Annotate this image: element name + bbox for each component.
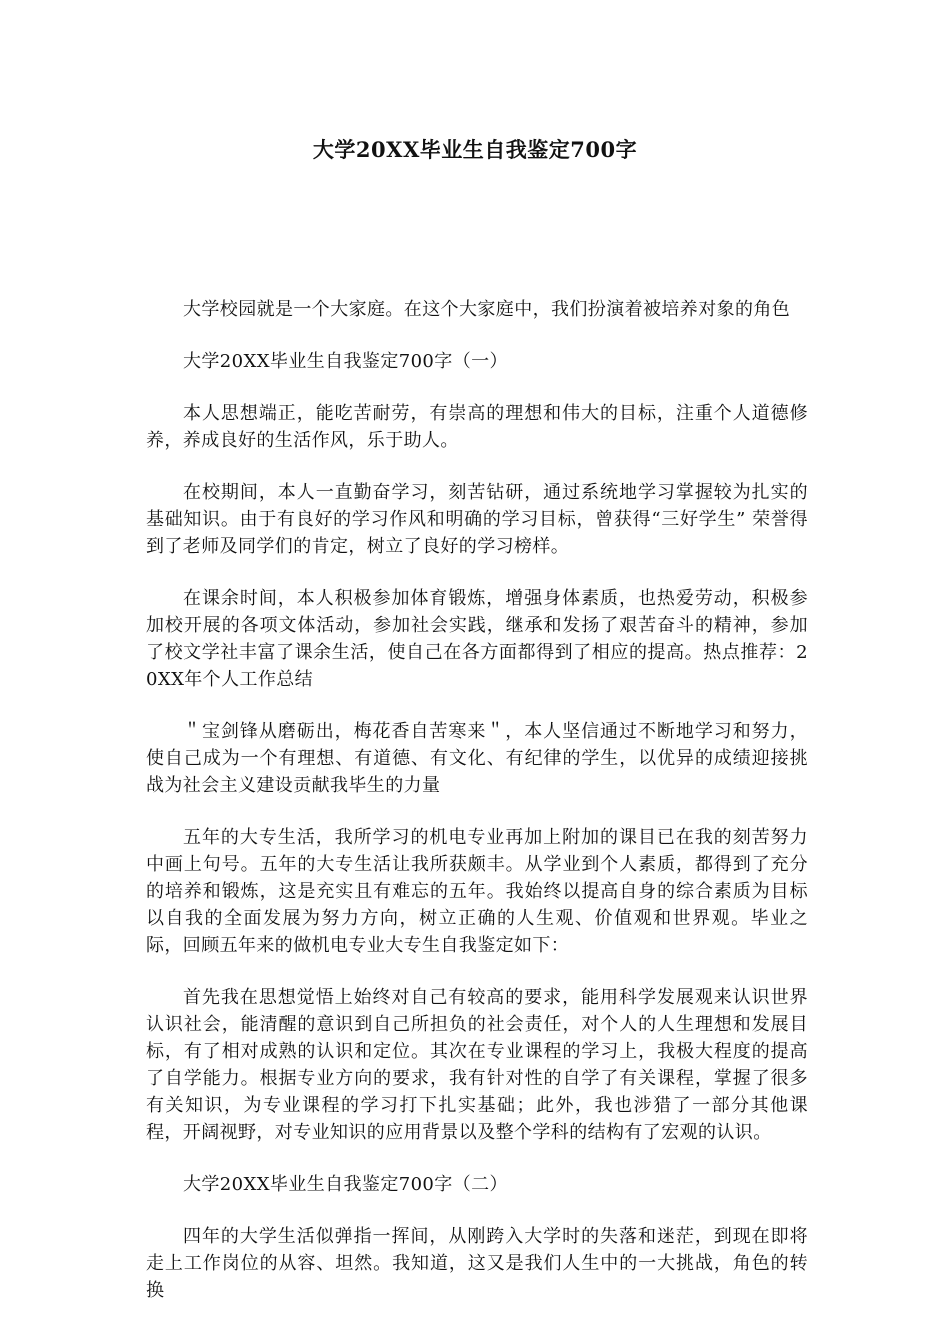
paragraph: 五年的大专生活，我所学习的机电专业再加上附加的课目已在我的刻苦努力中画上句号。五年的大专生活让我所获颇丰。从学业到个人素质，都得到了充分的培养和锻炼，这是充实且有难忘的五年。我始终以提高自身的综合素质为目标以自我的全面发展为努力方向，树立正确的人生观、价值观和世界观。毕业之际，回顾五年来的做机电专业大专生自我鉴定如下： [146,827,808,956]
section-heading-1: 大学20XX毕业生自我鉴定700字（一） [183,351,508,372]
section-heading-2: 大学20XX毕业生自我鉴定700字（二） [183,1174,508,1195]
document-body [146,296,808,1329]
document-title: 大学20XX毕业生自我鉴定700字 [312,137,638,163]
paragraph: 四年的大学生活似弹指一挥间，从刚跨入大学时的失落和迷茫，到现在即将走上工作岗位的从容、坦然。我知道，这又是我们人生中的一大挑战，角色的转换 [146,1226,808,1301]
paragraph: ＂宝剑锋从磨砺出，梅花香自苦寒来＂，本人坚信通过不断地学习和努力，使自己成为一个有理想、有道德、有文化、有纪律的学生，以优异的成绩迎接挑战为社会主义建设贡献我毕生的力量 [146,721,808,796]
paragraph: 本人思想端正，能吃苦耐劳，有崇高的理想和伟大的目标，注重个人道德修养，养成良好的生活作风，乐于助人。 [146,403,808,451]
paragraph: 在课余时间，本人积极参加体育锻炼，增强身体素质，也热爱劳动，积极参加校开展的各项文体活动，参加社会实践，继承和发扬了艰苦奋斗的精神，参加了校文学社丰富了课余生活，使自己在各方面都得到了相应的提高。热点推荐：20XX年个人工作总结 [146,588,808,690]
paragraph-intro: 大学校园就是一个大家庭。在这个大家庭中，我们扮演着被培养对象的角色 [183,299,791,320]
paragraph: 在校期间，本人一直勤奋学习，刻苦钻研，通过系统地学习掌握较为扎实的基础知识。由于有良好的学习作风和明确的学习目标，曾获得“三好学生” 荣誉得到了老师及同学们的肯定，树立了良好的学习榜样。 [146,482,808,557]
paragraph: 首先我在思想觉悟上始终对自己有较高的要求，能用科学发展观来认识世界认识社会，能清醒的意识到自己所担负的社会责任，对个人的人生理想和发展目标，有了相对成熟的认识和定位。其次在专业课程的学习上，我极大程度的提高了自学能力。根据专业方向的要求，我有针对性的自学了有关课程，掌握了很多有关知识，为专业课程的学习打下扎实基础；此外，我也涉猎了一部分其他课程，开阔视野，对专业知识的应用背景以及整个学科的结构有了宏观的认识。 [146,987,808,1143]
